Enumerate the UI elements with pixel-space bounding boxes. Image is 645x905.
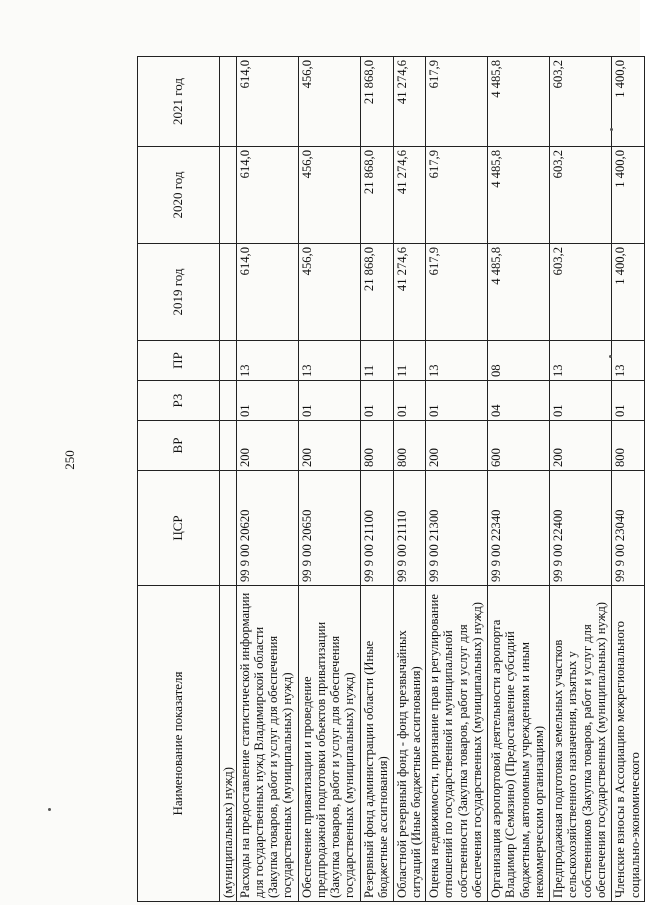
- cell-vr: 200: [550, 421, 612, 471]
- cell-pr: [220, 341, 237, 381]
- cell-csr: 99 9 00 21100: [361, 471, 394, 586]
- cell-vr: 600: [488, 421, 550, 471]
- cell-rz: 01: [299, 381, 361, 421]
- table-row: [550, 57, 612, 902]
- header-pr: ПР: [138, 341, 220, 381]
- cell-2019: 4 485,8: [488, 244, 550, 341]
- cell-2021: 456,0: [299, 57, 361, 147]
- table-row: [299, 57, 361, 902]
- cell-2021: 4 485,8: [488, 57, 550, 147]
- cell-name: Областной резервный фонд - фонд чрезвычайных ситуаций (Иные бюджетные ассигнования): [393, 586, 426, 902]
- cell-2021: 617,9: [426, 57, 488, 147]
- budget-table: [137, 56, 645, 902]
- cell-rz: [220, 381, 237, 421]
- cell-2019: 617,9: [426, 244, 488, 341]
- cell-rz: 01: [237, 381, 299, 421]
- page-number-text: 250: [62, 450, 77, 470]
- table-row: [361, 57, 394, 902]
- cell-2019: [220, 244, 237, 341]
- cell-2019: 614,0: [237, 244, 299, 341]
- cell-2021: 1 400,0: [612, 57, 645, 147]
- header-name: Наименование показателя: [138, 586, 220, 902]
- cell-2019: 21 868,0: [361, 244, 394, 341]
- cell-2021: 603,2: [550, 57, 612, 147]
- cell-2020: 21 868,0: [361, 147, 394, 244]
- cell-2020: 456,0: [299, 147, 361, 244]
- cell-2021: 21 868,0: [361, 57, 394, 147]
- cell-2021: 41 274,6: [393, 57, 426, 147]
- cell-csr: 99 9 00 21300: [426, 471, 488, 586]
- cell-name: Резервный фонд администрации области (Иные бюджетные ассигнования): [361, 586, 394, 902]
- cell-rz: 04: [488, 381, 550, 421]
- cell-rz: 01: [361, 381, 394, 421]
- cell-2019: 456,0: [299, 244, 361, 341]
- table-row: [612, 57, 645, 902]
- cell-pr: 13: [550, 341, 612, 381]
- cell-2020: 614,0: [237, 147, 299, 244]
- cell-2020: 41 274,6: [393, 147, 426, 244]
- cell-name: Расходы на предоставление статистической информации для государственных нужд Владимирской области (Закупка товаров, работ и услуг для обеспечения государственных (муниципальных) нужд): [237, 586, 299, 902]
- header-2019: 2019 год: [138, 244, 220, 341]
- header-2021: 2021 год: [138, 57, 220, 147]
- cell-pr: 13: [612, 341, 645, 381]
- cell-2020: 1 400,0: [612, 147, 645, 244]
- cell-pr: 13: [426, 341, 488, 381]
- cell-rz: 01: [426, 381, 488, 421]
- table-row: [426, 57, 488, 902]
- scan-speck: [609, 355, 612, 358]
- cell-name: (муниципальных) нужд): [220, 586, 237, 902]
- cell-name: Предпродажная подготовка земельных участков сельскохозяйственного назначения, изъятых у собственников (Закупка товаров, работ и услуг для обеспечения государственных (муниципальных) нужд): [550, 586, 612, 902]
- cell-2019: 1 400,0: [612, 244, 645, 341]
- table-row: [237, 57, 299, 902]
- cell-2021: [220, 57, 237, 147]
- table-row: [220, 57, 237, 902]
- cell-vr: 800: [612, 421, 645, 471]
- cell-vr: 200: [299, 421, 361, 471]
- cell-vr: [220, 421, 237, 471]
- header-rz: РЗ: [138, 381, 220, 421]
- budget-table-rotated: [137, 60, 645, 902]
- cell-2019: 603,2: [550, 244, 612, 341]
- cell-pr: 11: [361, 341, 394, 381]
- cell-vr: 800: [393, 421, 426, 471]
- page-number: [62, 440, 78, 480]
- cell-csr: 99 9 00 20620: [237, 471, 299, 586]
- cell-csr: 99 9 00 20650: [299, 471, 361, 586]
- cell-rz: 01: [550, 381, 612, 421]
- cell-csr: 99 9 00 22340: [488, 471, 550, 586]
- cell-rz: 01: [393, 381, 426, 421]
- cell-2021: 614,0: [237, 57, 299, 147]
- cell-vr: 200: [237, 421, 299, 471]
- cell-pr: 13: [237, 341, 299, 381]
- cell-csr: 99 9 00 21110: [393, 471, 426, 586]
- cell-name: Организация аэропортовой деятельности аэропорта Владимир (Семязино) (Предоставление субсидий бюджетным, автономным учреждениям и иным некоммерческим организациям): [488, 586, 550, 902]
- cell-csr: [220, 471, 237, 586]
- table-header-row: [138, 57, 220, 902]
- cell-2019: 41 274,6: [393, 244, 426, 341]
- scan-speck: [610, 128, 613, 131]
- cell-csr: 99 9 00 22400: [550, 471, 612, 586]
- header-vr: ВР: [138, 421, 220, 471]
- cell-2020: 4 485,8: [488, 147, 550, 244]
- header-csr: ЦСР: [138, 471, 220, 586]
- table-body: [220, 57, 645, 902]
- cell-rz: 01: [612, 381, 645, 421]
- cell-pr: 13: [299, 341, 361, 381]
- cell-vr: 800: [361, 421, 394, 471]
- table-row: [488, 57, 550, 902]
- table-row: [393, 57, 426, 902]
- cell-vr: 200: [426, 421, 488, 471]
- cell-2020: 617,9: [426, 147, 488, 244]
- cell-name: Обеспечение приватизации и проведение предпродажной подготовки объектов приватизации (Закупка товаров, работ и услуг для обеспечения государственных (муниципальных) нужд): [299, 586, 361, 902]
- cell-name: Членские взносы в Ассоциацию межрегионального социально-экономического: [612, 586, 645, 902]
- cell-2020: [220, 147, 237, 244]
- header-2020: 2020 год: [138, 147, 220, 244]
- cell-pr: 08: [488, 341, 550, 381]
- cell-name: Оценка недвижимости, признание прав и регулирование отношений по государственной и муниципальной собственности (Закупка товаров, работ и услуг для обеспечения государственных (муниципальных) нужд): [426, 586, 488, 902]
- cell-csr: 99 9 00 23040: [612, 471, 645, 586]
- cell-2020: 603,2: [550, 147, 612, 244]
- scan-speck: [48, 808, 51, 811]
- cell-pr: 11: [393, 341, 426, 381]
